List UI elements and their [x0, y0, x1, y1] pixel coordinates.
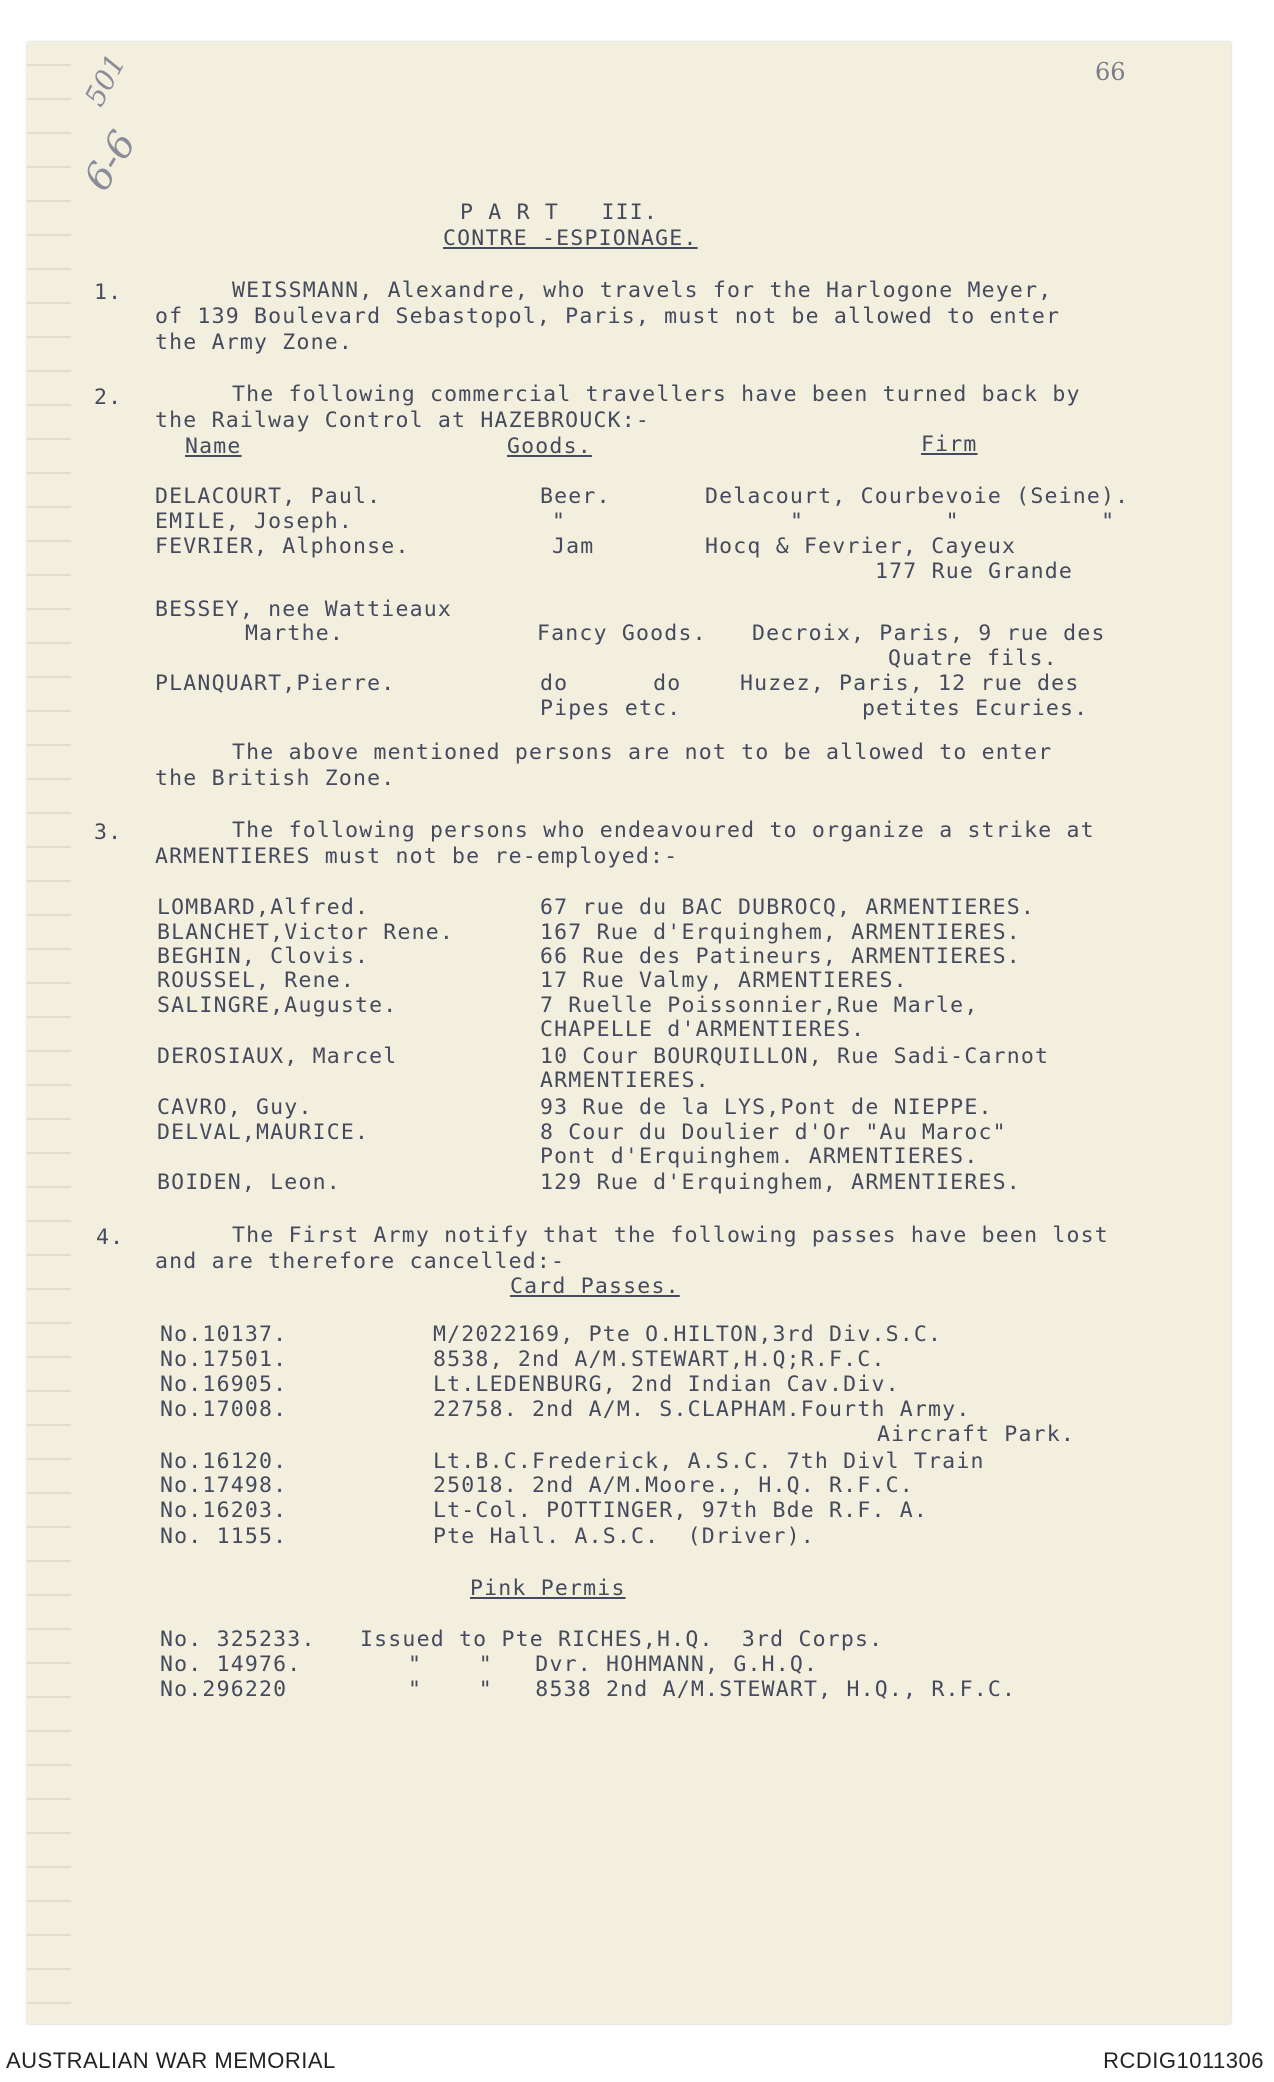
- traveller-goods: Fancy Goods.: [537, 621, 707, 646]
- person-address: 67 rue du BAC DUBROCQ, ARMENTIERES.: [540, 895, 1036, 920]
- traveller-firm: petites Ecuries.: [862, 696, 1089, 721]
- pass-number: No.16203.: [160, 1498, 288, 1523]
- pass-holder: M/2022169, Pte O.HILTON,3rd Div.S.C.: [433, 1322, 943, 1347]
- pass-holder: Aircraft Park.: [877, 1422, 1076, 1447]
- part-subtitle: CONTRE -ESPIONAGE.: [443, 226, 698, 251]
- pass-number: No. 1155.: [160, 1524, 288, 1549]
- pass-number: No.17501.: [160, 1347, 288, 1372]
- traveller-name: Marthe.: [245, 621, 345, 646]
- traveller-goods: Beer.: [540, 484, 611, 509]
- section-number: 4.: [96, 1225, 125, 1250]
- column-header-firm: Firm: [921, 432, 978, 457]
- permit-holder: " " 8538 2nd A/M.STEWART, H.Q., R.F.C.: [408, 1677, 1017, 1702]
- footer-source: AUSTRALIAN WAR MEMORIAL: [6, 2048, 336, 2073]
- traveller-goods: Pipes etc.: [540, 696, 682, 721]
- traveller-name: BESSEY, nee Wattieaux: [155, 597, 453, 622]
- traveller-firm: 177 Rue Grande: [875, 559, 1074, 584]
- person-address: 10 Cour BOURQUILLON, Rue Sadi-Carnot: [540, 1044, 1050, 1069]
- traveller-firm: " " ": [790, 509, 1116, 534]
- pass-number: No.16905.: [160, 1372, 288, 1397]
- part-title: P A R T III.: [460, 200, 659, 225]
- traveller-firm: Decroix, Paris, 9 rue des: [752, 621, 1106, 646]
- pass-holder: Lt.LEDENBURG, 2nd Indian Cav.Div.: [433, 1372, 900, 1397]
- traveller-name: FEVRIER, Alphonse.: [155, 534, 410, 559]
- person-name: LOMBARD,Alfred.: [157, 895, 370, 920]
- traveller-goods: do do: [540, 671, 682, 696]
- person-address: 167 Rue d'Erquinghem, ARMENTIERES.: [540, 920, 1021, 945]
- section-text: the Army Zone.: [155, 330, 354, 355]
- section-text: the British Zone.: [155, 766, 396, 791]
- person-address: CHAPELLE d'ARMENTIERES.: [540, 1017, 866, 1042]
- person-name: BOIDEN, Leon.: [157, 1170, 341, 1195]
- person-name: CAVRO, Guy.: [157, 1095, 313, 1120]
- person-name: DELVAL,MAURICE.: [157, 1120, 370, 1145]
- pencil-note: 501: [78, 48, 133, 112]
- person-name: BLANCHET,Victor Rene.: [157, 920, 455, 945]
- person-address: 93 Rue de la LYS,Pont de NIEPPE.: [540, 1095, 993, 1120]
- person-name: DEROSIAUX, Marcel: [157, 1044, 398, 1069]
- pass-number: No.17008.: [160, 1397, 288, 1422]
- section-text: The following persons who endeavoured to organize a strike at: [232, 818, 1095, 843]
- section-text: The First Army notify that the following passes have been lost: [232, 1223, 1109, 1248]
- pass-holder: Lt.B.C.Frederick, A.S.C. 7th Divl Train: [433, 1449, 985, 1474]
- traveller-name: DELACOURT, Paul.: [155, 484, 382, 509]
- permit-number: No. 325233.: [160, 1627, 316, 1652]
- traveller-goods: Jam: [552, 534, 595, 559]
- person-address: 17 Rue Valmy, ARMENTIERES.: [540, 968, 908, 993]
- person-address: ARMENTIERES.: [540, 1068, 710, 1093]
- section-number: 1.: [94, 280, 123, 305]
- pass-number: No.17498.: [160, 1473, 288, 1498]
- pass-number: No.16120.: [160, 1449, 288, 1474]
- traveller-firm: Quatre fils.: [888, 646, 1058, 671]
- section-text: The following commercial travellers have been turned back by: [232, 382, 1081, 407]
- person-address: 129 Rue d'Erquinghem, ARMENTIERES.: [540, 1170, 1021, 1195]
- permit-number: No. 14976.: [160, 1652, 302, 1677]
- section-number: 2.: [94, 385, 123, 410]
- permit-holder: Issued to Pte RICHES,H.Q. 3rd Corps.: [360, 1627, 884, 1652]
- pink-permis-title: Pink Permis: [470, 1576, 626, 1601]
- pass-holder: Lt-Col. POTTINGER, 97th Bde R.F. A.: [433, 1498, 929, 1523]
- pass-holder: 25018. 2nd A/M.Moore., H.Q. R.F.C.: [433, 1473, 914, 1498]
- column-header-name: Name: [185, 434, 242, 459]
- card-passes-title: Card Passes.: [510, 1274, 680, 1299]
- section-text: the Railway Control at HAZEBROUCK:-: [155, 408, 651, 433]
- person-address: 7 Ruelle Poissonnier,Rue Marle,: [540, 993, 979, 1018]
- section-number: 3.: [94, 820, 123, 845]
- traveller-goods: ": [552, 509, 567, 534]
- pass-number: No.10137.: [160, 1322, 288, 1347]
- traveller-firm: Huzez, Paris, 12 rue des: [740, 671, 1080, 696]
- traveller-name: EMILE, Joseph.: [155, 509, 354, 534]
- section-text: and are therefore cancelled:-: [155, 1249, 566, 1274]
- person-address: 8 Cour du Doulier d'Or "Au Maroc": [540, 1120, 1007, 1145]
- traveller-name: PLANQUART,Pierre.: [155, 671, 396, 696]
- person-name: BEGHIN, Clovis.: [157, 944, 370, 969]
- person-address: Pont d'Erquinghem. ARMENTIERES.: [540, 1144, 979, 1169]
- person-name: ROUSSEL, Rene.: [157, 968, 356, 993]
- column-header-goods: Goods.: [507, 434, 592, 459]
- traveller-firm: Delacourt, Courbevoie (Seine).: [705, 484, 1130, 509]
- pass-holder: 8538, 2nd A/M.STEWART,H.Q;R.F.C.: [433, 1347, 886, 1372]
- section-text: The above mentioned persons are not to be allowed to enter: [232, 740, 1053, 765]
- permit-number: No.296220: [160, 1677, 288, 1702]
- person-name: SALINGRE,Auguste.: [157, 993, 398, 1018]
- pencil-note: 6-6: [75, 123, 145, 199]
- perforated-edge: [27, 42, 71, 2024]
- permit-holder: " " Dvr. HOHMANN, G.H.Q.: [408, 1652, 819, 1677]
- section-text: WEISSMANN, Alexandre, who travels for the Harlogone Meyer,: [232, 278, 1053, 303]
- section-text: of 139 Boulevard Sebastopol, Paris, must not be allowed to enter: [155, 304, 1061, 329]
- person-address: 66 Rue des Patineurs, ARMENTIERES.: [540, 944, 1021, 969]
- footer-id: RCDIG1011306: [1103, 2048, 1264, 2073]
- page-number: 66: [1095, 58, 1126, 86]
- pass-holder: Pte Hall. A.S.C. (Driver).: [433, 1524, 815, 1549]
- traveller-firm: Hocq & Fevrier, Cayeux: [705, 534, 1017, 559]
- pass-holder: 22758. 2nd A/M. S.CLAPHAM.Fourth Army.: [433, 1397, 971, 1422]
- section-text: ARMENTIERES must not be re-employed:-: [155, 844, 679, 869]
